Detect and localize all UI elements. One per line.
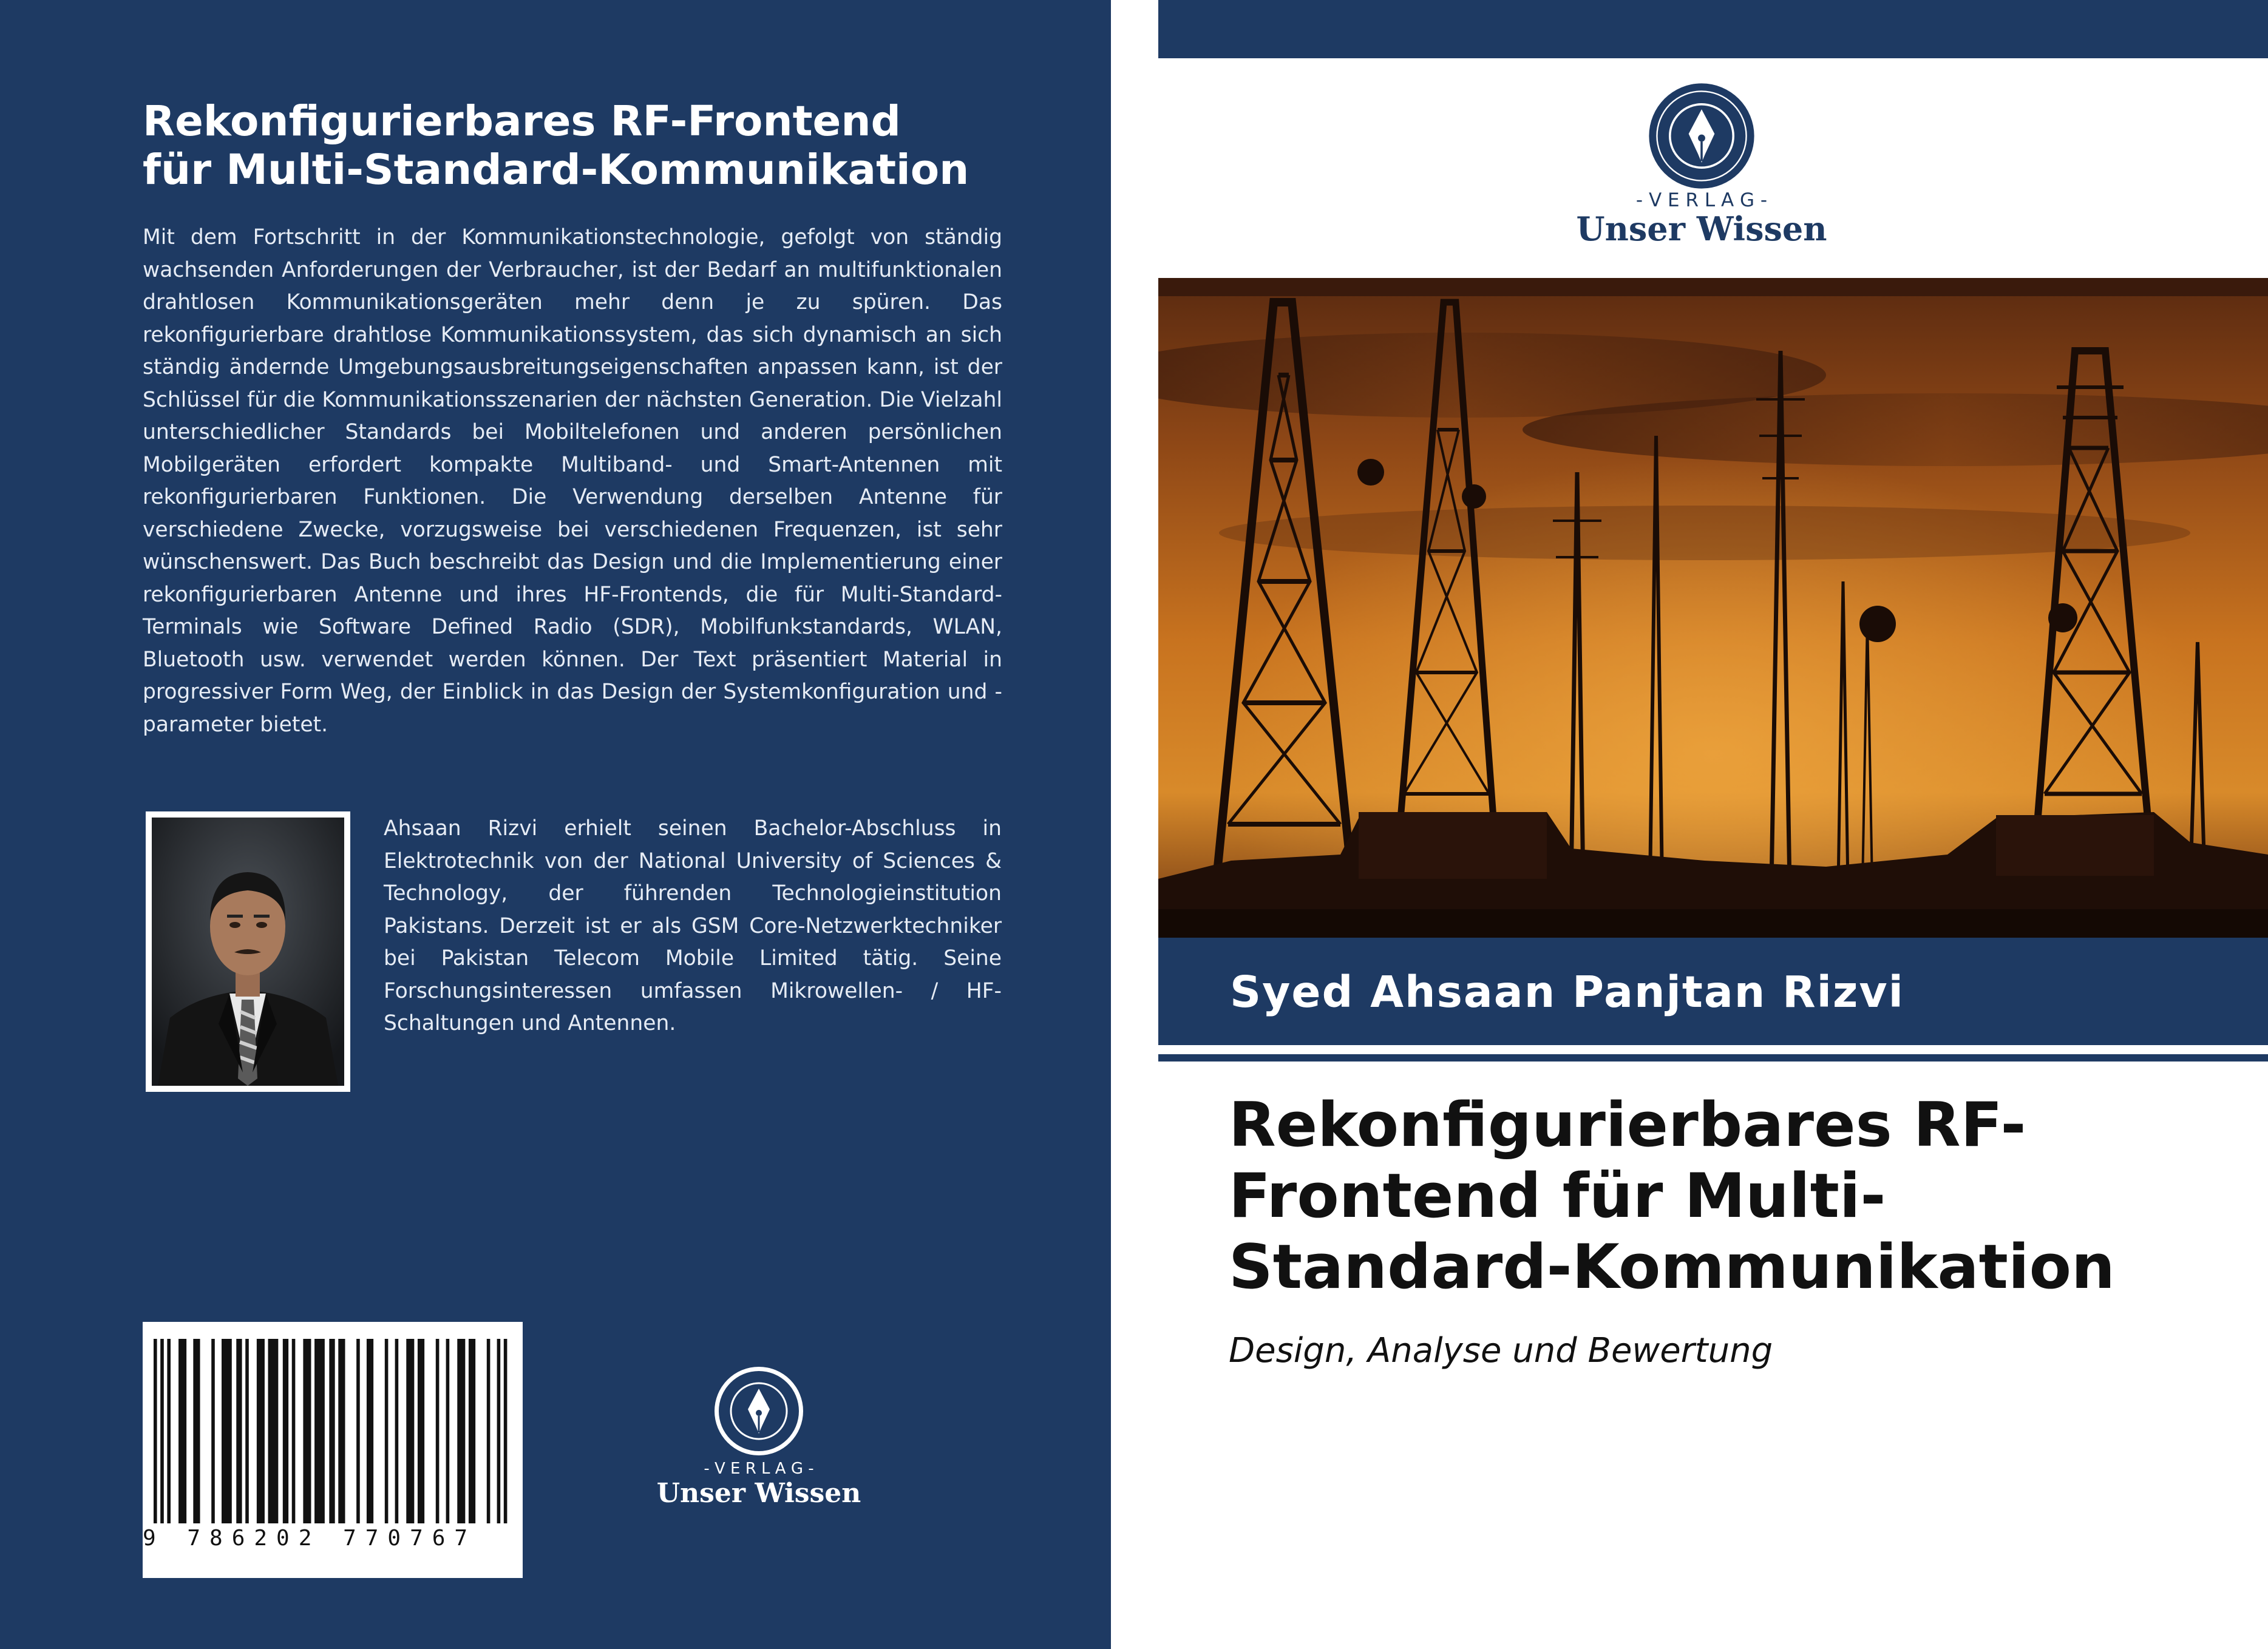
barcode-bar (167, 1339, 171, 1523)
barcode-bar (367, 1339, 373, 1523)
barcode-bar (222, 1339, 232, 1523)
divider-rule (1158, 1054, 2268, 1062)
barcode-bar (178, 1339, 186, 1523)
publisher-seal-back (713, 1366, 804, 1457)
barcode-bar (338, 1339, 345, 1523)
front-title-line-2: Frontend für Multi- (1229, 1160, 1886, 1231)
barcode-bar (487, 1339, 491, 1523)
publisher-verlag-back: - V E R L A G - (704, 1460, 814, 1478)
barcode-bar (245, 1339, 249, 1523)
publisher-verlag-front: - V E R L A G - (1635, 189, 1768, 211)
barcode-bar (268, 1339, 279, 1523)
back-cover-title (143, 97, 1017, 194)
spine (1111, 0, 1158, 1649)
barcode-bar (329, 1339, 334, 1523)
front-top-bar (1158, 0, 2268, 58)
author-bio: Ahsaan Rizvi erhielt seinen Bachelor-Abschluss in Elektrotechnik von der National University of Sciences & Technology, der führenden Technologieinstitution Pakistans. Derzeit ist er als GSM Core-Netzwerktechniker bei Pakistan Telecom Mobile Limited tätig. Seine Forschungsinteressen umfassen Mikrowellen- / HF-Schaltungen und Antennen. (384, 816, 1002, 1035)
publisher-name-front: Unser Wissen (1576, 209, 1827, 248)
barcode-bar (418, 1339, 424, 1523)
barcode-bar (303, 1339, 311, 1523)
back-cover-blurb: Mit dem Fortschritt in der Kommunikationstechnologie, gefolgt von ständig wachsenden Anforderungen der Verbraucher, ist der Bedarf an multifunktionalen drahtlosen Kommunikationsgeräten mehr denn je zu spüren. Das rekonfigurierbare drahtlose Kommunikationssystem, das sich dynamisch an sich ständig ändernde Umgebungsausbreitungseigenschaften anpassen kann, ist der Schlüssel für die Kommunikationsszenarien der nächsten Generation. Die Vielzahl unterschiedlicher Standards bei Mobiltelefonen und anderen persönlichen Mobilgeräten erfordert kompakte Multiband- und Smart-Antennen mit rekonfigurierbaren Funktionen. Die Verwendung derselben Antenne für verschiedene Zwecke, vorzugsweise bei verschiedenen Frequenzen, ist sehr wünschenswert. Das Buch beschreibt das Design und die Implementierung einer rekonfigurierbaren Antenne und ihres HF-Frontends, die für Multi-Standard-Terminals wie Software Defined Radio (SDR), Mobilfunkstandards, WLAN, Bluetooth usw. verwendet werden können. Der Text präsentiert Material in progressiver Form Weg, der Einblick in das Design der Systemkonfiguration und -parameter bietet. (143, 225, 1002, 737)
barcode-bar (154, 1339, 157, 1523)
author-portrait-image (152, 818, 344, 1086)
front-cover-title (1229, 1089, 2249, 1302)
pen-nib-icon (1648, 82, 1756, 190)
barcode-bar (395, 1339, 399, 1523)
barcode-bars (151, 1339, 513, 1523)
author-portrait-drawing (152, 818, 344, 1086)
front-title-line-1: Rekonfigurierbares RF- (1229, 1089, 2026, 1160)
barcode-bar (283, 1339, 288, 1523)
back-title-line-1: Rekonfigurierbares RF-Frontend (143, 97, 901, 146)
author-band (1158, 938, 2268, 1045)
barcode-bar (385, 1339, 389, 1523)
author-photo (146, 811, 350, 1092)
sunset-towers-illustration (1158, 278, 2268, 938)
pen-nib-icon (713, 1366, 804, 1457)
barcode-digits: 9 786202 770767 (143, 1526, 477, 1551)
barcode-bar (314, 1339, 325, 1523)
barcode-bar (457, 1339, 465, 1523)
barcode-bar (469, 1339, 475, 1523)
barcode-bar (406, 1339, 414, 1523)
barcode-bar (504, 1339, 508, 1523)
barcode-bar (211, 1339, 215, 1523)
barcode-bar (257, 1339, 265, 1523)
cover-photo-telecom-towers (1158, 278, 2268, 938)
barcode-bar (292, 1339, 296, 1523)
publisher-seal-front (1648, 82, 1756, 190)
back-title-line-2: für Multi-Standard-Kommunikation (143, 146, 969, 194)
barcode-bar (436, 1339, 440, 1523)
barcode-bar (193, 1339, 200, 1523)
publisher-name-back: Unser Wissen (656, 1478, 861, 1509)
isbn-barcode (143, 1322, 523, 1578)
barcode-bar (160, 1339, 164, 1523)
front-cover-subtitle: Design, Analyse und Bewertung (1229, 1331, 1773, 1370)
back-cover (0, 0, 1111, 1649)
barcode-bar (236, 1339, 242, 1523)
front-title-line-3: Standard-Kommunikation (1229, 1231, 2115, 1302)
author-name: Syed Ahsaan Panjtan Rizvi (1230, 967, 1904, 1017)
barcode-bar (446, 1339, 450, 1523)
barcode-bar (356, 1339, 360, 1523)
barcode-bar (497, 1339, 501, 1523)
